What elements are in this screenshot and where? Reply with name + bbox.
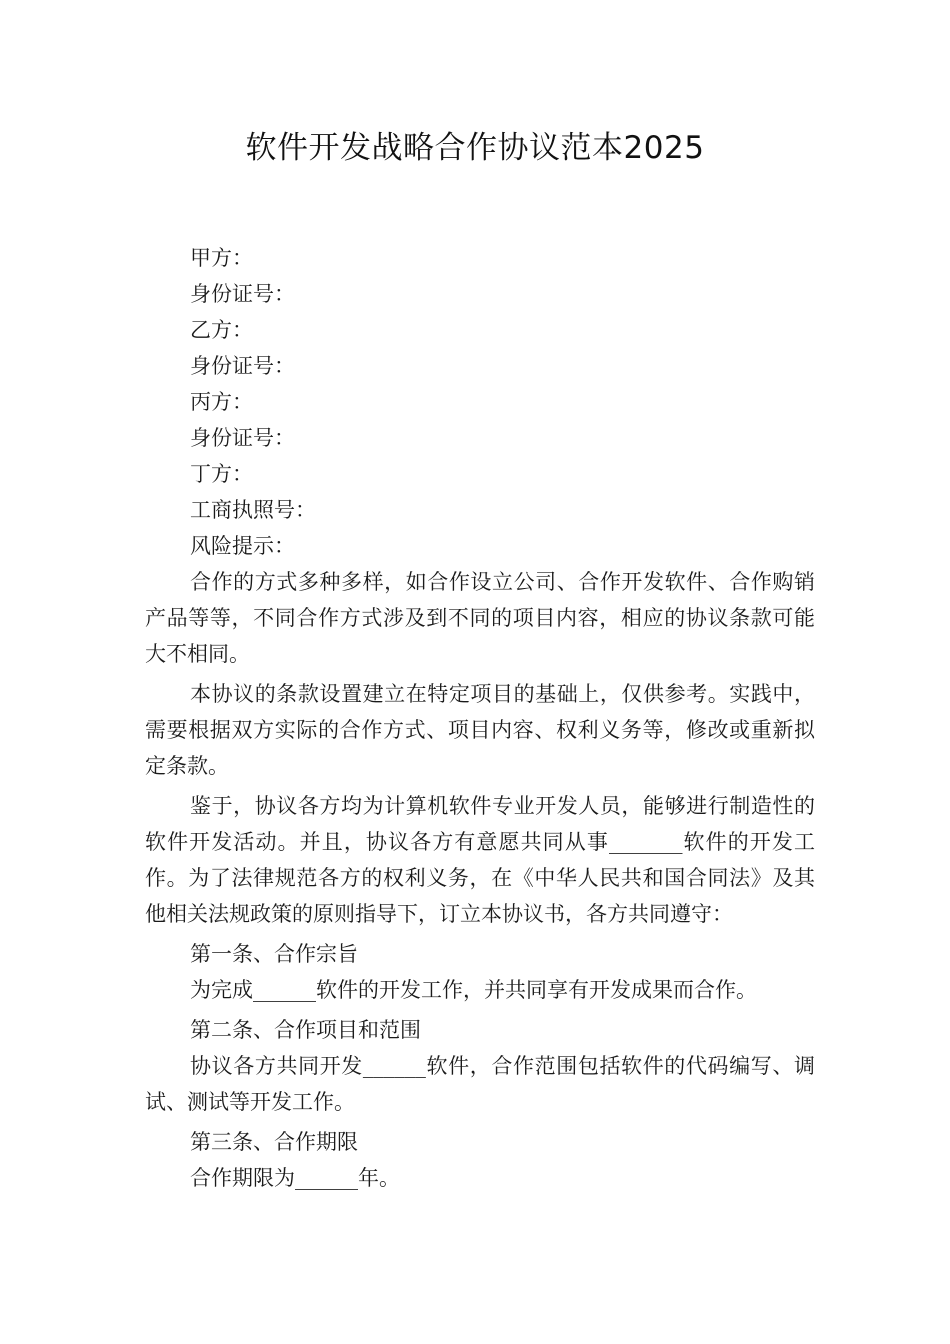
party-b-id-field: 身份证号： — [190, 354, 295, 378]
article-1-heading: 第一条、合作宗旨 — [190, 942, 358, 966]
business-license-field: 工商执照号： — [190, 498, 316, 522]
risk-paragraph: 合作的方式多种多样，如合作设立公司、合作开发软件、合作购销产品等等，不同合作方式涉及到不同的项目内容，相应的协议条款可能大不相同。 — [145, 570, 815, 666]
party-b-field: 乙方： — [190, 318, 253, 342]
party-a-id-field: 身份证号： — [190, 282, 295, 306]
document-body — [145, 240, 815, 1200]
document-title: 软件开发战略合作协议范本2025 — [245, 130, 705, 166]
risk-notice-label: 风险提示： — [190, 534, 295, 558]
article-1-text: 为完成______软件的开发工作，并共同享有开发成果而合作。 — [190, 978, 757, 1002]
preamble-paragraph: 鉴于，协议各方均为计算机软件专业开发人员，能够进行制造性的软件开发活动。并且，协议各方有意愿共同从事_______软件的开发工作。为了法律规范各方的权利义务，在《中华人民共和国合同法》及其他相关法规政策的原则指导下，订立本协议书，各方共同遵守： — [145, 794, 815, 926]
article-2-heading: 第二条、合作项目和范围 — [190, 1018, 421, 1042]
party-c-field: 丙方： — [190, 390, 253, 414]
article-2-text: 协议各方共同开发______软件，合作范围包括软件的代码编写、调试、测试等开发工作。 — [145, 1054, 815, 1114]
risk-paragraph: 本协议的条款设置建立在特定项目的基础上，仅供参考。实践中，需要根据双方实际的合作方式、项目内容、权利义务等，修改或重新拟定条款。 — [145, 682, 815, 778]
article-3-heading: 第三条、合作期限 — [190, 1130, 358, 1154]
party-a-field: 甲方： — [190, 246, 253, 270]
article-3-text: 合作期限为______年。 — [190, 1166, 400, 1190]
party-c-id-field: 身份证号： — [190, 426, 295, 450]
party-d-field: 丁方： — [190, 462, 253, 486]
